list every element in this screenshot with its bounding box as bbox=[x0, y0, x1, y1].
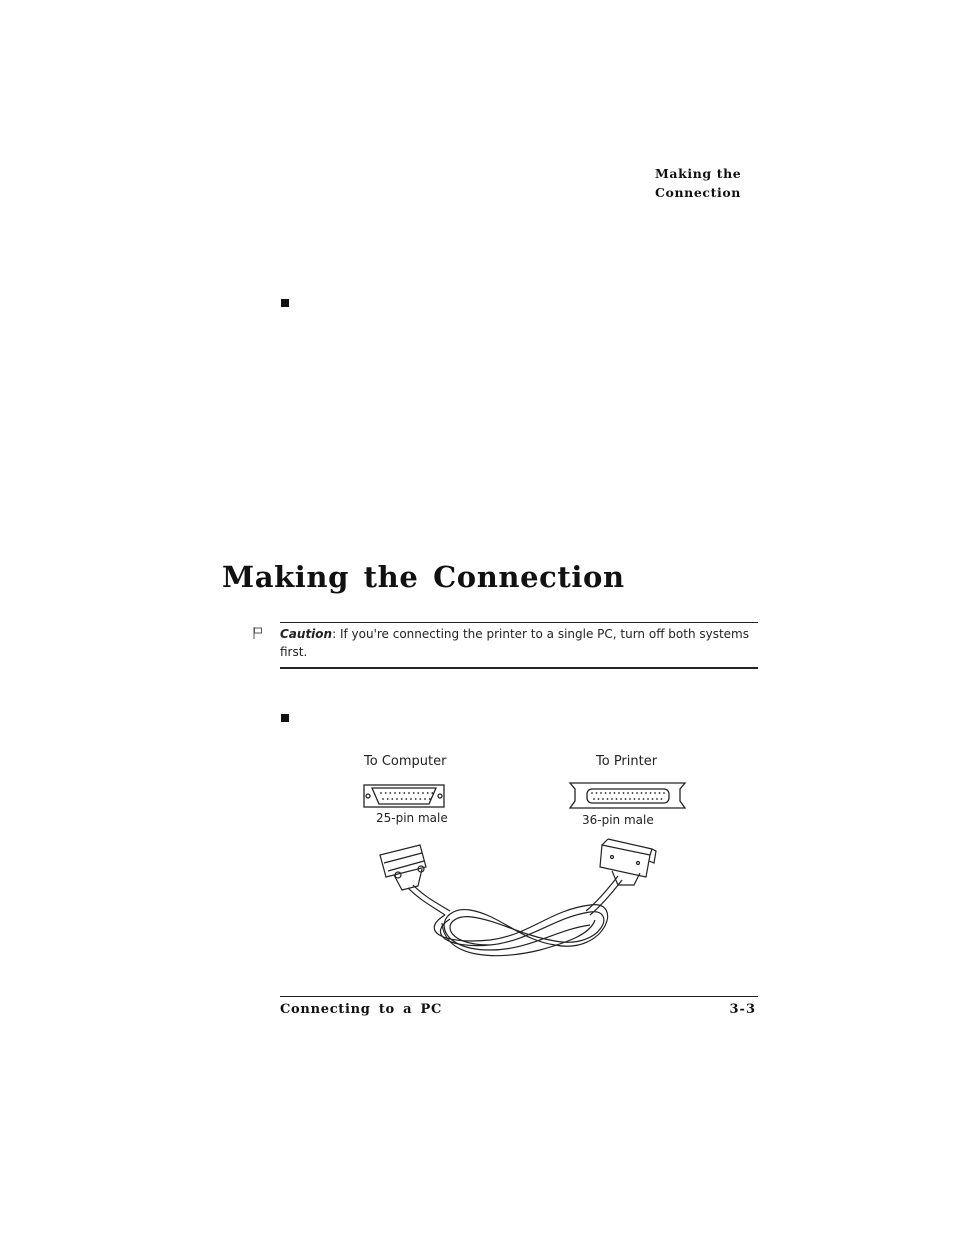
running-head-line-1: Making the bbox=[655, 166, 742, 181]
caution-body: : If you're connecting the printer to a single PC, turn off both systems first. bbox=[280, 627, 749, 659]
cable-diagram bbox=[350, 745, 710, 980]
footer-rule bbox=[280, 996, 758, 997]
bullet-square-icon bbox=[281, 714, 289, 722]
caution-label: Caution bbox=[280, 627, 333, 641]
bullet-square-icon bbox=[281, 299, 289, 307]
to-printer-label: To Printer bbox=[596, 754, 658, 769]
section-title: Making the Connection bbox=[222, 560, 625, 594]
centronics-36-connector-icon bbox=[570, 783, 685, 808]
to-computer-label: To Computer bbox=[364, 754, 447, 769]
footer-chapter-title: Connecting to a PC bbox=[280, 1002, 442, 1017]
caution-top-rule bbox=[280, 622, 758, 623]
caution-bottom-rule bbox=[280, 667, 758, 669]
left-plug-icon bbox=[380, 845, 426, 890]
cable-illustration bbox=[350, 745, 710, 980]
36-pin-label: 36-pin male bbox=[582, 813, 654, 827]
25-pin-label: 25-pin male bbox=[376, 811, 448, 825]
caution-note bbox=[280, 625, 758, 661]
right-plug-icon bbox=[600, 839, 656, 885]
caution-flag-icon bbox=[252, 625, 264, 644]
cable-body-icon bbox=[380, 839, 656, 956]
running-head bbox=[655, 164, 741, 202]
running-head-line-2: Connection bbox=[655, 185, 741, 200]
footer-page-number: 3-3 bbox=[729, 1002, 756, 1017]
db25-connector-icon bbox=[364, 785, 444, 807]
